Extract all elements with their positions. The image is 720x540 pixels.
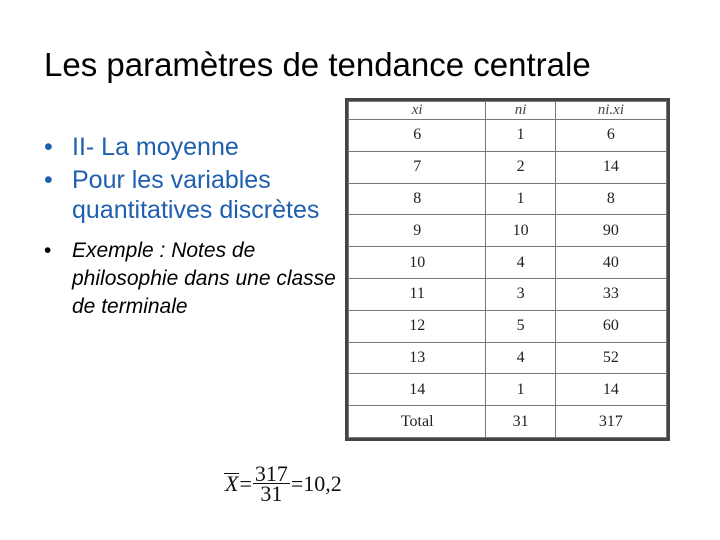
mean-symbol: X xyxy=(225,471,239,496)
table-row xyxy=(349,215,667,247)
cell-xi: 12 xyxy=(349,310,486,342)
cell-xi: 11 xyxy=(349,278,486,310)
cell-nixi: 52 xyxy=(555,342,666,374)
cell-xi: 9 xyxy=(349,215,486,247)
cell-nixi: 14 xyxy=(555,374,666,406)
bullet-moyenne xyxy=(44,132,344,162)
table-header-row xyxy=(349,102,667,120)
cell-ni: 31 xyxy=(486,406,555,438)
cell-ni: 1 xyxy=(486,183,555,215)
cell-ni: 5 xyxy=(486,310,555,342)
fraction-denominator: 31 xyxy=(260,481,283,506)
fraction xyxy=(253,461,290,506)
cell-xi: 7 xyxy=(349,151,486,183)
cell-ni: 3 xyxy=(486,278,555,310)
fraction-numerator: 317 xyxy=(254,461,288,486)
cell-xi: 6 xyxy=(349,120,486,152)
cell-xi: 13 xyxy=(349,342,486,374)
frequency-table xyxy=(345,98,670,441)
cell-xi: 10 xyxy=(349,247,486,279)
table-row xyxy=(349,406,667,438)
formula-equals: = xyxy=(290,470,304,496)
bullet-marker: • xyxy=(44,239,52,262)
cell-nixi: 33 xyxy=(555,278,666,310)
header-nixi: ni.xi xyxy=(555,102,666,120)
bullet-exemple xyxy=(44,237,344,321)
cell-ni: 10 xyxy=(486,215,555,247)
cell-nixi: 40 xyxy=(555,247,666,279)
cell-xi: 14 xyxy=(349,374,486,406)
cell-nixi: 8 xyxy=(555,183,666,215)
slide-title: Les paramètres de tendance centrale xyxy=(44,46,591,83)
formula-equals: = xyxy=(239,470,252,496)
header-ni: ni xyxy=(486,102,555,120)
cell-nixi: 6 xyxy=(555,120,666,152)
bullet-marker: • xyxy=(44,133,53,161)
bullet-text: II- La moyenne xyxy=(72,133,239,161)
cell-nixi: 317 xyxy=(555,406,666,438)
bullet-text: Exemple : Notes de philosophie dans une classe de terminale xyxy=(72,239,336,318)
cell-ni: 1 xyxy=(486,120,555,152)
bullet-variables xyxy=(44,165,344,225)
formula-result: 10,2 xyxy=(303,470,342,496)
bullet-list xyxy=(44,132,344,321)
table-row xyxy=(349,183,667,215)
bullet-marker: • xyxy=(44,166,53,194)
mean-formula xyxy=(224,461,342,506)
cell-ni: 2 xyxy=(486,151,555,183)
cell-nixi: 90 xyxy=(555,215,666,247)
cell-nixi: 14 xyxy=(555,151,666,183)
cell-xi: 8 xyxy=(349,183,486,215)
table-row xyxy=(349,310,667,342)
cell-xi: Total xyxy=(349,406,486,438)
table-row xyxy=(349,151,667,183)
cell-nixi: 60 xyxy=(555,310,666,342)
table-row xyxy=(349,342,667,374)
cell-ni: 4 xyxy=(486,342,555,374)
bullet-text: Pour les variables quantitatives discrètes xyxy=(72,166,320,224)
table-row xyxy=(349,247,667,279)
header-xi: xi xyxy=(349,102,486,120)
table-row xyxy=(349,374,667,406)
table-row xyxy=(349,278,667,310)
table-row xyxy=(349,120,667,152)
cell-ni: 4 xyxy=(486,247,555,279)
cell-ni: 1 xyxy=(486,374,555,406)
